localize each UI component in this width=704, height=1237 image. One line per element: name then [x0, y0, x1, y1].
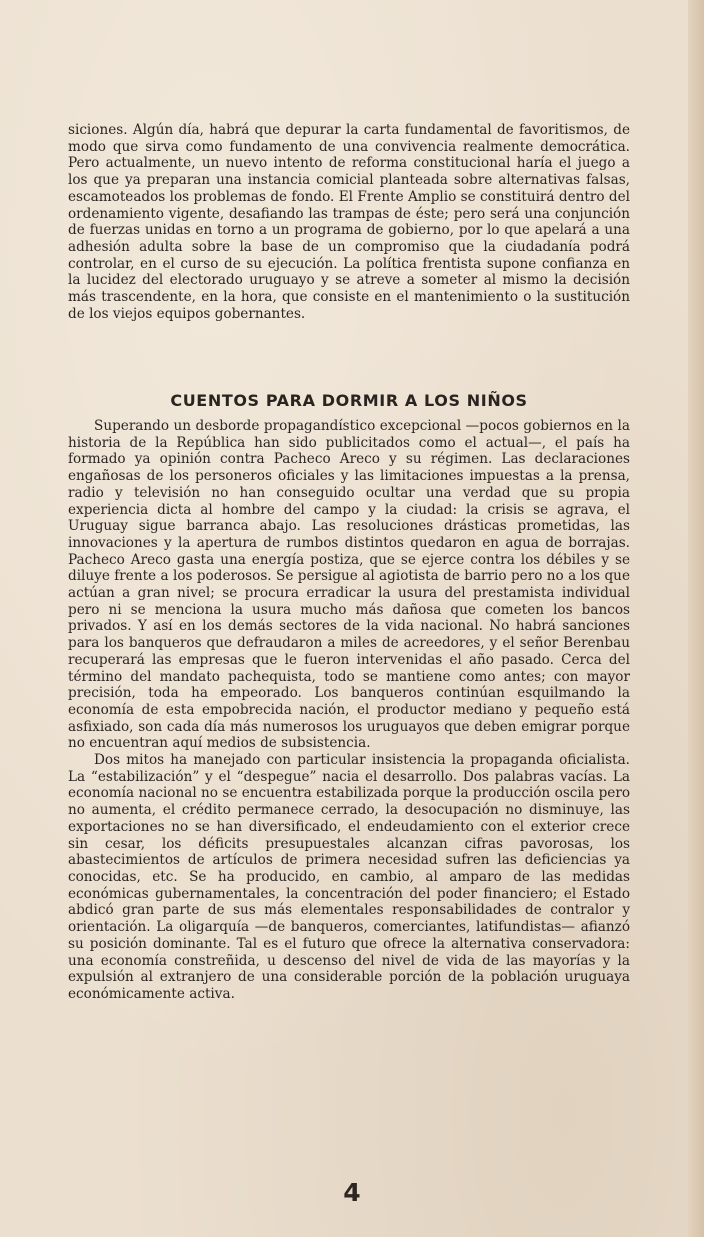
intro-paragraph: siciones. Algún día, habrá que depurar la carta fundamental de favoritismos, de modo que sirva como fundamento de una convivencia realmente democrática. Pero actualmente, un nuevo intento de reforma constitucional haría el juego a los que ya preparan una instancia comicial planteada sobre alternativas falsas, escamoteados los problemas de fondo. El Frente Amplio se constituirá dentro del ordenamiento vigente, desafiando las trampas de éste; pero será una conjunción de fuerzas unidas en torno a un programa de gobierno, por lo que apelará a una adhesión adulta sobre la base de un compromiso que la ciudadanía podrá controlar, en el curso de su ejecución. La política frentista supone confianza en la lucidez del electorado uruguayo y se atreve a someter al mismo la decisión más trascendente, en la hora, que consiste en el mantenimiento o la sustitución de los viejos equipos gobernantes. — [68, 122, 630, 322]
page-number: 4 — [343, 1178, 361, 1207]
section-paragraph-1: Superando un desborde propagandístico excepcional —pocos gobiernos en la historia de la República han sido publicitados como el actual—, el país ha formado ya opinión contra Pacheco Areco y su régimen. Las declaraciones engañosas de los personeros oficiales y las limitaciones impuestas a la prensa, radio y televisión no han conseguido ocultar una verdad que su propia experiencia dicta al hombre del campo y la ciudad: la crisis se agrava, el Uruguay sigue barranca abajo. Las resoluciones drásticas prometidas, las innovaciones y la apertura de rumbos distintos quedaron en agua de borrajas. Pacheco Areco gasta una energía postiza, que se ejerce contra los débiles y se diluye frente a los poderosos. Se persigue al agiotista de barrio pero no a los que actúan a gran nivel; se procura erradicar la usura del prestamista individual pero ni se menciona la usura mucho más dañosa que cometen los bancos privados. Y así en los demás sectores de la vida nacional. No habrá sanciones para los banqueros que defraudaron a miles de acreedores, y el señor Berenbau recuperará las empresas que le fueron intervenidas el año pasado. Cerca del término del mandato pachequista, todo se mantiene como antes; con mayor precisión, toda ha empeorado. Los banqueros continúan esquilmando la economía de esta empobrecida nación, el productor mediano y pequeño está asfixiado, son cada día más numerosos los uruguayos que deben emigrar porque no encuentran aquí medios de subsistencia. — [68, 418, 630, 752]
intro-paragraph-block — [68, 122, 630, 322]
section-body — [68, 418, 630, 1003]
section-heading: CUENTOS PARA DORMIR A LOS NIÑOS — [170, 391, 528, 410]
paper-edge — [688, 0, 704, 1237]
section-paragraph-2: Dos mitos ha manejado con particular insistencia la propaganda oficialista. La “estabilización” y el “despegue” nacia el desarrollo. Dos palabras vacías. La economía nacional no se encuentra estabilizada porque la producción oscila pero no aumenta, el crédito permanece cerrado, la desocupación no disminuye, las exportaciones no se han diversificado, el endeudamiento con el exterior crece sin cesar, los déficits presupuestales alcanzan cifras pavorosas, los abastecimientos de artículos de primera necesidad sufren las deficiencias ya conocidas, etc. Se ha producido, en cambio, al amparo de las medidas económicas gubernamentales, la concentración del poder financiero; el Estado abdicó gran parte de sus más elementales responsabilidades de contralor y orientación. La oligarquía —de banqueros, comerciantes, latifundistas— afianzó su posición dominante. Tal es el futuro que ofrece la alternativa conservadora: una economía constreñida, u descenso del nivel de vida de las mayorías y la expulsión al extranjero de una considerable porción de la población uruguaya económicamente activa. — [68, 752, 630, 1002]
